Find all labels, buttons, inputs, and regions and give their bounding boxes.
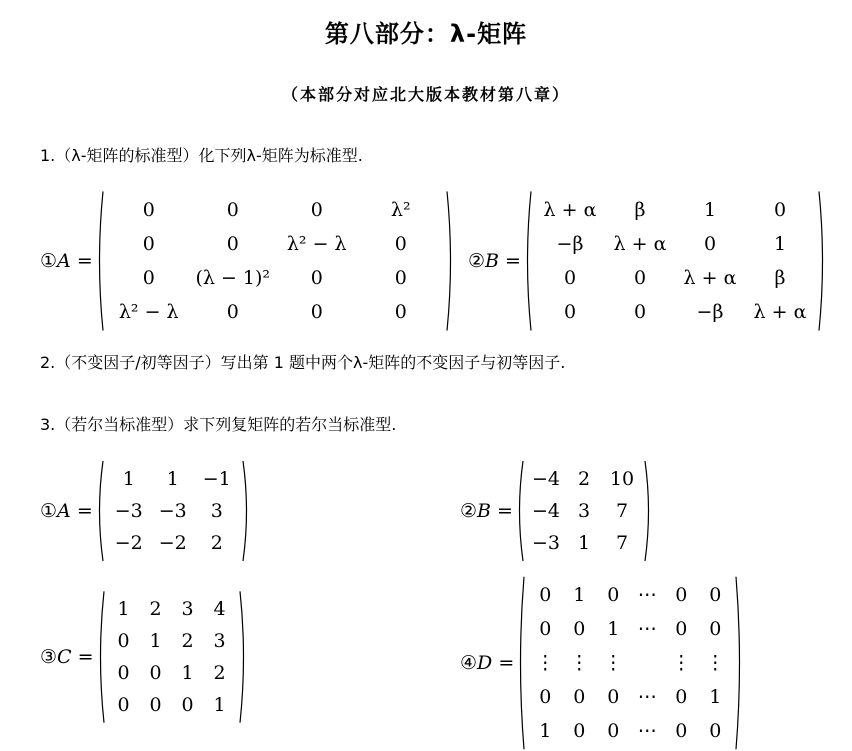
matrix-body xyxy=(95,190,455,332)
matrix-entry: 0 xyxy=(142,198,155,221)
matrix-entry: β xyxy=(774,266,786,289)
matrix-entry: 0 xyxy=(563,266,577,289)
matrix-label: ②B = xyxy=(468,250,521,272)
matrix-entry: 0 xyxy=(607,685,620,708)
matrix-entry: 0 xyxy=(573,685,586,708)
matrix-grid xyxy=(106,590,238,724)
matrix-jordan-b xyxy=(460,460,653,562)
left-paren xyxy=(515,460,525,562)
left-paren xyxy=(95,460,105,562)
matrix-entry: 0 xyxy=(573,719,586,742)
matrix-entry: 0 xyxy=(675,617,688,640)
matrix-entry: −β xyxy=(556,232,584,255)
question-1: 1.（λ-矩阵的标准型）化下列λ-矩阵为标准型. xyxy=(40,146,363,165)
matrix-entry: ⋮ xyxy=(535,651,555,674)
matrix-entry: 0 xyxy=(633,266,647,289)
matrix-entry: −4 xyxy=(531,499,560,522)
left-paren xyxy=(523,190,533,332)
matrix-jordan-a xyxy=(40,460,251,562)
matrix-jordan-d xyxy=(460,575,744,751)
matrix-label: ④D = xyxy=(460,652,515,674)
matrix-entry: −β xyxy=(696,300,724,323)
matrix-grid xyxy=(533,190,817,332)
matrix-entry: 1 xyxy=(117,597,130,620)
matrix-entry: 3 xyxy=(181,597,194,620)
matrix-entry: 0 xyxy=(563,300,577,323)
right-paren xyxy=(238,590,248,724)
matrix-jordan-c xyxy=(40,590,248,724)
matrix-label: ③C = xyxy=(40,646,94,668)
matrix-entry: ⋮ xyxy=(569,651,589,674)
matrix-body xyxy=(516,575,744,751)
question-3: 3.（若尔当标准型）求下列复矩阵的若尔当标准型. xyxy=(40,415,397,434)
matrix-entry: ⋯ xyxy=(637,719,657,742)
matrix-entry: 0 xyxy=(703,232,717,255)
matrix-entry: 0 xyxy=(226,232,239,255)
matrix-entry: ⋮ xyxy=(705,651,725,674)
matrix-entry: 0 xyxy=(226,300,239,323)
matrix-grid xyxy=(105,190,445,332)
matrix-entry: 0 xyxy=(607,583,620,606)
matrix-entry: 0 xyxy=(675,719,688,742)
matrix-entry: 0 xyxy=(607,719,620,742)
left-paren xyxy=(95,190,105,332)
matrix-entry: 7 xyxy=(615,499,629,522)
matrix-entry: 0 xyxy=(394,266,407,289)
matrix-entry: 0 xyxy=(117,693,130,716)
matrix-grid xyxy=(526,575,734,751)
matrix-entry: 2 xyxy=(213,661,226,684)
matrix-entry: 0 xyxy=(117,629,130,652)
matrix-entry: ⋯ xyxy=(637,583,657,606)
matrix-entry: −3 xyxy=(531,531,560,554)
right-paren xyxy=(445,190,455,332)
matrix-entry: λ + α xyxy=(683,266,737,289)
matrix-label: ①A = xyxy=(40,500,93,522)
matrix-entry: 3 xyxy=(210,499,223,522)
matrix-entry: λ + α xyxy=(613,232,667,255)
matrix-lambda-a xyxy=(40,190,455,332)
matrix-entry: 2 xyxy=(210,531,223,554)
matrix-entry: ⋮ xyxy=(671,651,691,674)
matrix-entry: −3 xyxy=(114,499,143,522)
matrix-entry: 0 xyxy=(394,300,407,323)
matrix-entry: 0 xyxy=(117,661,130,684)
matrix-entry: λ + α xyxy=(753,300,807,323)
matrix-entry: ⋮ xyxy=(603,651,623,674)
matrix-entry: 0 xyxy=(181,693,194,716)
matrix-entry: 0 xyxy=(310,300,323,323)
matrix-grid xyxy=(525,460,643,562)
matrix-entry: 1 xyxy=(181,661,194,684)
matrix-entry: 0 xyxy=(142,266,155,289)
matrix-entry: 0 xyxy=(142,232,155,255)
matrix-entry: ⋯ xyxy=(637,685,657,708)
question-2: 2.（不变因子/初等因子）写出第 1 题中两个λ-矩阵的不变因子与初等因子. xyxy=(40,353,566,372)
matrix-body xyxy=(95,460,251,562)
matrix-label: ①A = xyxy=(40,250,93,272)
matrix-entry: 1 xyxy=(149,629,162,652)
matrix-entry: λ² xyxy=(390,198,411,221)
matrix-entry: 1 xyxy=(573,583,586,606)
matrix-label: ②B = xyxy=(460,500,513,522)
matrix-entry: 2 xyxy=(149,597,162,620)
matrix-entry: 3 xyxy=(213,629,226,652)
matrix-entry: 0 xyxy=(310,266,323,289)
matrix-entry: 2 xyxy=(577,467,591,490)
matrix-entry: 1 xyxy=(577,531,591,554)
matrix-entry: 0 xyxy=(709,583,722,606)
matrix-entry: 2 xyxy=(181,629,194,652)
left-paren xyxy=(96,590,106,724)
matrix-grid xyxy=(105,460,241,562)
page-title: 第八部分：λ-矩阵 xyxy=(324,20,528,48)
matrix-entry: β xyxy=(634,198,646,221)
matrix-entry: λ² − λ xyxy=(286,232,347,255)
matrix-entry: 1 xyxy=(773,232,787,255)
matrix-entry: 1 xyxy=(709,685,722,708)
matrix-entry: 0 xyxy=(573,617,586,640)
matrix-entry: 7 xyxy=(615,531,629,554)
matrix-entry: −1 xyxy=(202,467,231,490)
matrix-entry: (λ − 1)² xyxy=(195,266,271,289)
matrix-entry: −3 xyxy=(158,499,187,522)
page-subtitle: （本部分对应北大版本教材第八章） xyxy=(281,85,570,104)
matrix-entry: 3 xyxy=(577,499,591,522)
matrix-entry: 0 xyxy=(633,300,647,323)
matrix-entry: −2 xyxy=(158,531,187,554)
right-paren xyxy=(643,460,653,562)
matrix-entry: 0 xyxy=(539,617,552,640)
matrix-entry: 0 xyxy=(149,693,162,716)
matrix-entry: 0 xyxy=(394,232,407,255)
matrix-entry: 0 xyxy=(226,198,239,221)
matrix-entry: λ + α xyxy=(543,198,597,221)
matrix-entry: 0 xyxy=(773,198,787,221)
matrix-entry: 1 xyxy=(166,467,179,490)
matrix-entry: 0 xyxy=(149,661,162,684)
left-paren xyxy=(516,575,526,751)
matrix-entry: 4 xyxy=(213,597,226,620)
matrix-entry: 0 xyxy=(539,583,552,606)
matrix-entry: −2 xyxy=(114,531,143,554)
matrix-entry: 1 xyxy=(122,467,135,490)
matrix-entry: λ² − λ xyxy=(118,300,179,323)
right-paren xyxy=(241,460,251,562)
matrix-entry: 0 xyxy=(709,719,722,742)
matrix-body xyxy=(96,590,248,724)
matrix-entry: 0 xyxy=(709,617,722,640)
matrix-entry: 0 xyxy=(675,685,688,708)
right-paren xyxy=(734,575,744,751)
matrix-entry: 0 xyxy=(539,685,552,708)
matrix-entry: 10 xyxy=(609,467,635,490)
matrix-entry: ⋯ xyxy=(637,617,657,640)
matrix-lambda-b xyxy=(468,190,827,332)
matrix-entry: 1 xyxy=(213,693,226,716)
matrix-entry: −4 xyxy=(531,467,560,490)
matrix-entry: 0 xyxy=(675,583,688,606)
matrix-entry: 0 xyxy=(310,198,323,221)
matrix-body xyxy=(523,190,827,332)
matrix-entry: 1 xyxy=(607,617,620,640)
matrix-entry: 1 xyxy=(539,719,552,742)
matrix-body xyxy=(515,460,653,562)
matrix-entry: 1 xyxy=(703,198,717,221)
right-paren xyxy=(817,190,827,332)
